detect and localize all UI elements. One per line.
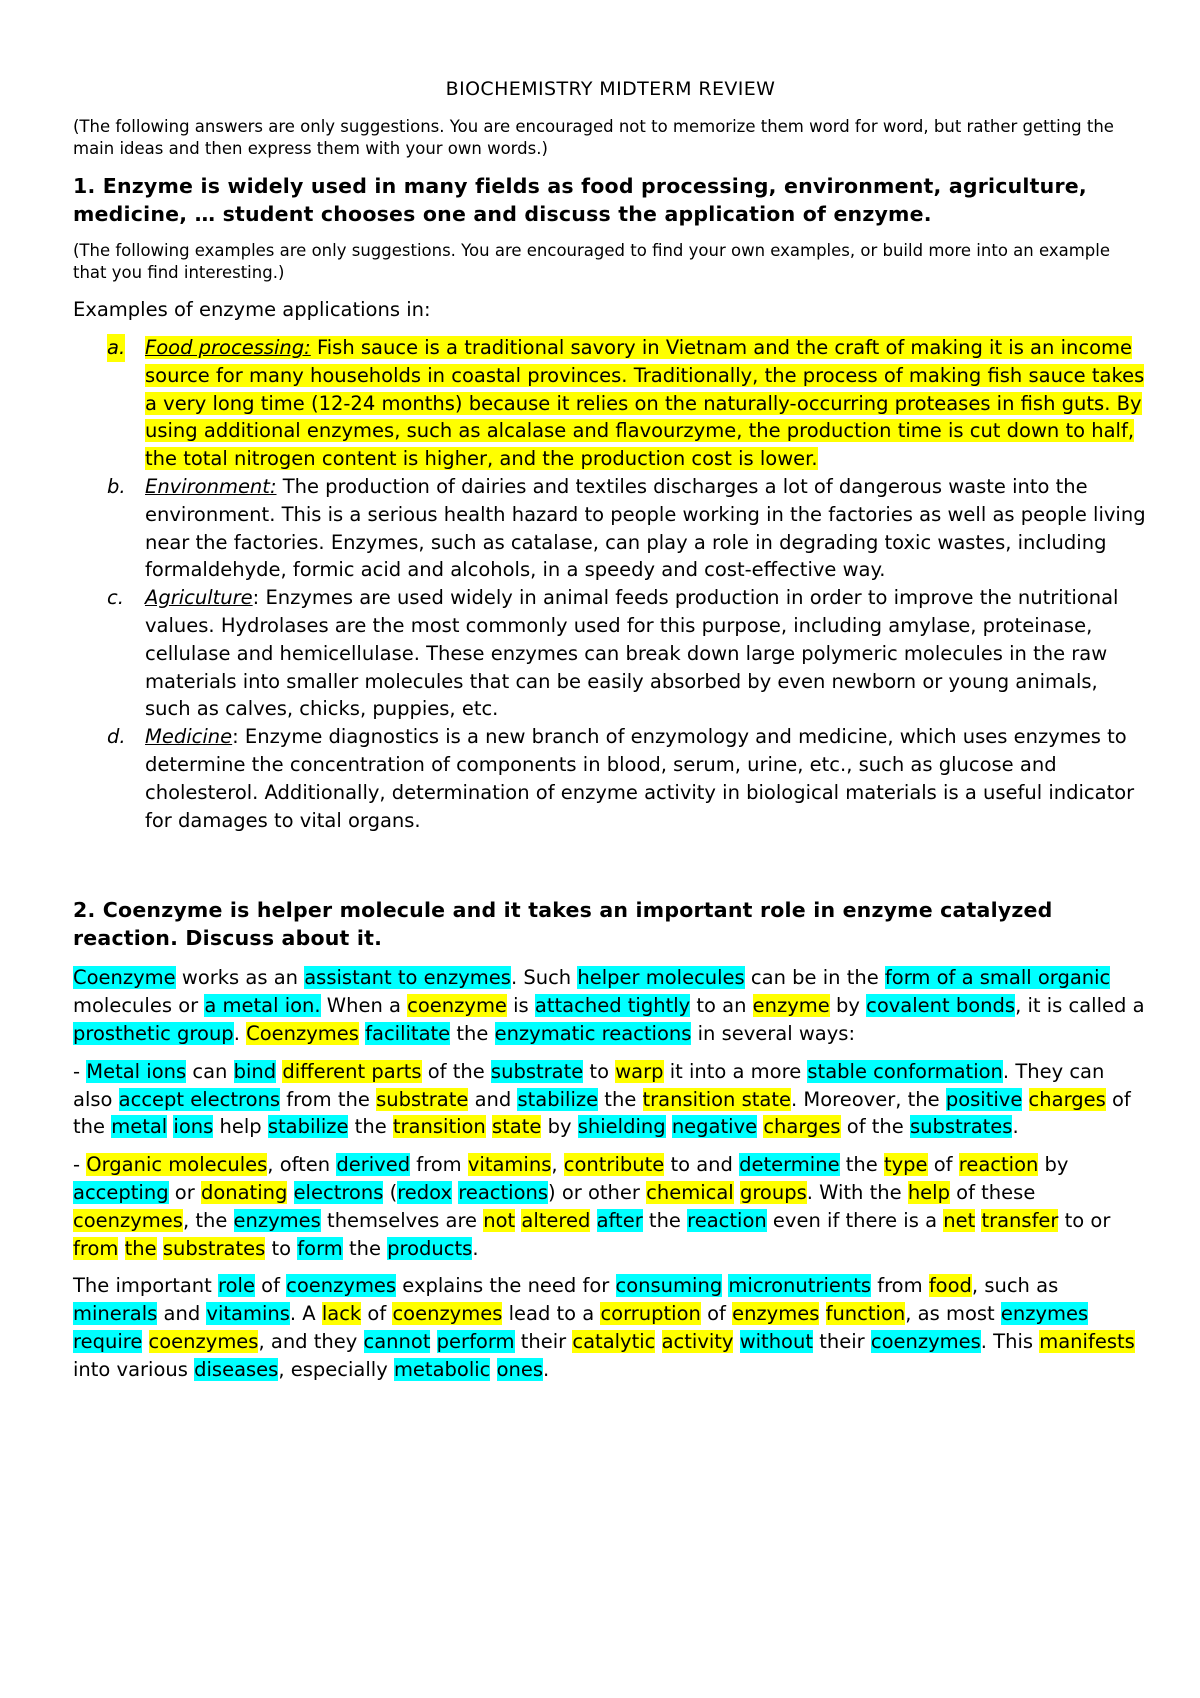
- highlight-cyan: without: [739, 1329, 813, 1353]
- item-keyword: Food processing:: [145, 336, 311, 359]
- text-run: . This: [980, 1329, 1040, 1353]
- highlight-yellow: manifests: [1039, 1329, 1135, 1353]
- text-run: by: [1038, 1153, 1069, 1177]
- question-2-heading: 2. Coenzyme is helper molecule and it takes an important role in enzyme catalyzed reaction. Discuss about it.: [73, 898, 1053, 951]
- text-run: of the: [840, 1115, 910, 1139]
- highlight-cyan: derived: [336, 1153, 411, 1177]
- text-run: , the: [182, 1208, 234, 1232]
- item-keyword: Agriculture: [145, 586, 253, 610]
- highlight-yellow: catalytic: [572, 1329, 656, 1353]
- highlight-cyan: a metal ion.: [204, 994, 321, 1018]
- application-list: [73, 334, 1148, 834]
- text-run: , and they: [258, 1329, 364, 1353]
- text-run: ) or other: [548, 1180, 647, 1204]
- list-marker: d.: [107, 725, 126, 749]
- highlight-yellow: food: [928, 1274, 972, 1298]
- text-run: . They can also: [73, 1059, 1105, 1111]
- text-run: . Such: [510, 966, 578, 990]
- text-run: of the: [73, 1087, 1131, 1139]
- item-text: The production of dairies and textiles discharges a lot of dangerous waste into the environment. This is a serious health hazard to people working in the factories as well as people living near the factories. Enzymes, such as catalase, can play a role in degrading toxic wastes, including formaldehyde, formic acid and alcohols, in a speedy and cost-effective way.: [145, 474, 1146, 582]
- highlight-cyan: enzymes: [1000, 1302, 1089, 1326]
- highlight-cyan: coenzymes: [286, 1274, 397, 1298]
- question-1-heading: 1. Enzyme is widely used in many fields as food processing, environment, agriculture, medicine, … student chooses one and discuss the application of enzyme.: [73, 174, 1087, 226]
- highlight-yellow: help: [907, 1180, 950, 1204]
- text-run: of the: [421, 1059, 491, 1083]
- text-run: the: [598, 1087, 643, 1111]
- text-run: the: [348, 1115, 393, 1139]
- text-run: explains the need for: [396, 1274, 616, 1298]
- highlight-cyan: bind: [233, 1059, 277, 1083]
- text-run: is: [506, 994, 535, 1018]
- text-run: , it is called a: [1015, 994, 1145, 1018]
- text-run: [430, 1330, 436, 1353]
- highlight-yellow: reaction: [958, 1153, 1039, 1177]
- text-run: [1022, 1088, 1028, 1111]
- highlight-yellow: type: [883, 1153, 928, 1177]
- highlight-yellow: warp: [615, 1059, 664, 1083]
- highlight-cyan: facilitate: [365, 1021, 451, 1045]
- highlight-cyan: ions: [173, 1115, 214, 1139]
- text-run: [590, 1209, 596, 1232]
- highlight-cyan: attached tightly: [534, 994, 691, 1018]
- text-run: to: [583, 1059, 616, 1083]
- list-marker: c.: [107, 586, 124, 610]
- text-run: to: [265, 1236, 298, 1260]
- text-run: .: [472, 1236, 479, 1260]
- highlight-cyan: form of a small organic: [884, 966, 1111, 990]
- item-text: : Enzymes are used widely in animal feeds production in order to improve the nutritional values. Hydrolases are the most commonly used for this purpose, including amylase, proteinase, cellulase and hemicellulase. These enzymes can break down large polymeric molecules in the raw materials into smaller molecules that can be easily absorbed by even newborn or young animals, such as calves, chicks, puppies, etc.: [145, 586, 1119, 721]
- highlight-cyan: role: [218, 1274, 255, 1298]
- text-run: and: [157, 1302, 207, 1326]
- intro-note: (The following answers are only suggestions. You are encouraged not to memorize them word for word, but rather getting the main ideas and then express them with your own words.): [73, 117, 1114, 158]
- text-run: the: [839, 1153, 884, 1177]
- highlight-cyan: accept electrons: [118, 1087, 281, 1111]
- text-run: to an: [690, 994, 753, 1018]
- highlight-cyan: covalent bonds: [866, 994, 1016, 1018]
- text-run: , often: [267, 1153, 337, 1177]
- coenzyme-paragraph: [73, 964, 1148, 1047]
- text-run: , as most: [905, 1302, 1001, 1326]
- highlight-cyan: assistant to enzymes: [304, 966, 511, 990]
- highlight-yellow: charges: [1028, 1087, 1106, 1111]
- text-run: their: [514, 1329, 573, 1353]
- text-run: [734, 1181, 740, 1204]
- metal-ions-paragraph: [73, 1058, 1148, 1141]
- text-run: [118, 1237, 124, 1260]
- item-text: Fish sauce is a traditional savory in Vietnam and the craft of making it is an income source for many households in coastal provinces. Traditionally, the process of making fish sauce takes a very long time (12-24 months) because it relies on the naturally-occurring proteases in fish guts. By using additional enzymes, such as alcalase and flavourzyme, the production time is cut down to half, the total nitrogen content is higher, and the production cost is lower.: [145, 336, 1145, 471]
- highlight-yellow: different parts: [282, 1059, 422, 1083]
- text-run: [287, 1181, 293, 1204]
- item-keyword: Environment:: [145, 474, 277, 498]
- text-run: the: [342, 1236, 388, 1260]
- highlight-cyan: prosthetic group: [73, 1021, 234, 1045]
- highlight-yellow: coenzymes: [148, 1329, 259, 1353]
- text-run: help: [213, 1115, 268, 1139]
- highlight-cyan: enzymatic reactions: [494, 1021, 692, 1045]
- text-run: of: [927, 1153, 959, 1177]
- text-run: of: [700, 1302, 733, 1326]
- highlight-yellow: transition state: [642, 1087, 792, 1111]
- text-run: can be in the: [744, 966, 885, 990]
- text-run: even if there is a: [766, 1208, 944, 1232]
- highlight-cyan: micronutrients: [728, 1274, 872, 1298]
- text-run: . Moreover, the: [791, 1087, 946, 1111]
- text-run: The important: [73, 1274, 219, 1298]
- highlight-cyan: stabilize: [267, 1115, 349, 1139]
- highlight-cyan: products: [387, 1236, 473, 1260]
- highlight-yellow: transition: [392, 1115, 486, 1139]
- highlight-cyan: stabilize: [517, 1087, 599, 1111]
- highlight-cyan: enzymes: [233, 1208, 321, 1232]
- highlight-cyan: shielding: [577, 1115, 666, 1139]
- highlight-yellow: substrates: [162, 1236, 266, 1260]
- text-run: . With the: [806, 1180, 908, 1204]
- highlight-cyan: Coenzyme: [73, 966, 176, 990]
- highlight-cyan: determine: [739, 1153, 840, 1177]
- highlight-cyan: metabolic: [393, 1357, 491, 1381]
- text-run: [655, 1330, 661, 1353]
- text-run: it into a more: [663, 1059, 808, 1083]
- highlight-cyan: require: [73, 1329, 143, 1353]
- highlight-yellow: lack: [321, 1302, 362, 1326]
- text-run: by: [541, 1115, 578, 1139]
- highlight-cyan: ones: [496, 1357, 544, 1381]
- highlight-cyan: metal: [111, 1115, 168, 1139]
- list-marker: a.: [107, 334, 125, 362]
- text-run: . A: [289, 1302, 322, 1326]
- highlight-cyan: stable conformation: [807, 1059, 1003, 1083]
- text-run: and: [468, 1087, 518, 1111]
- text-run: , such as: [971, 1274, 1059, 1298]
- highlight-yellow: Coenzymes: [246, 1021, 359, 1045]
- highlight-yellow: Organic molecules: [86, 1153, 268, 1177]
- text-run: [157, 1237, 163, 1260]
- list-item-food-processing: [73, 334, 1148, 473]
- highlight-yellow: the: [124, 1236, 157, 1260]
- text-run: into various: [73, 1357, 195, 1381]
- highlight-yellow: enzymes: [732, 1302, 820, 1326]
- question-1-note: (The following examples are only suggestions. You are encouraged to find your own examples, or build more into an example that you find interesting.): [73, 241, 1110, 282]
- section-2: [73, 896, 1148, 1383]
- highlight-yellow: state: [492, 1115, 542, 1139]
- highlight-yellow: function: [825, 1302, 906, 1326]
- highlight-cyan: electrons: [293, 1180, 384, 1204]
- text-run: .: [543, 1357, 550, 1381]
- text-run: lead to a: [502, 1302, 601, 1326]
- highlight-cyan: substrates: [909, 1115, 1013, 1139]
- text-run: .: [1012, 1115, 1019, 1139]
- text-run: from: [410, 1153, 468, 1177]
- highlight-yellow: groups: [739, 1180, 807, 1204]
- highlight-cyan: Metal ions: [86, 1059, 187, 1083]
- highlight-yellow: chemical: [646, 1180, 734, 1204]
- item-text: : Enzyme diagnostics is a new branch of enzymology and medicine, which uses enzymes to determine the concentration of components in blood, serum, urine, etc., such as glucose and cholesterol. Additionally, determination of enzyme activity in biological materials is a useful indicator for damages to vital organs.: [145, 725, 1135, 832]
- document-title: BIOCHEMISTRY MIDTERM REVIEW: [445, 78, 776, 100]
- highlight-yellow: corruption: [600, 1302, 701, 1326]
- highlight-cyan: reaction: [687, 1208, 767, 1232]
- text-run: [666, 1115, 672, 1138]
- highlight-cyan: consuming: [615, 1274, 723, 1298]
- text-run: of: [254, 1274, 287, 1298]
- highlight-yellow: from: [73, 1236, 119, 1260]
- text-run: their: [813, 1329, 871, 1353]
- highlight-yellow: net: [943, 1208, 976, 1232]
- highlight-cyan: helper molecules: [577, 966, 745, 990]
- item-keyword: Medicine: [145, 725, 233, 749]
- text-run: to and: [664, 1153, 740, 1177]
- text-run: or: [168, 1180, 201, 1204]
- highlight-cyan: reactions: [458, 1180, 549, 1204]
- highlight-cyan: accepting: [73, 1180, 169, 1204]
- highlight-cyan: substrate: [490, 1059, 584, 1083]
- text-run: [142, 1330, 148, 1353]
- highlight-yellow: contribute: [563, 1153, 665, 1177]
- text-run: [490, 1358, 496, 1381]
- highlight-yellow: altered: [521, 1208, 591, 1232]
- text-run: the: [642, 1208, 688, 1232]
- highlight-cyan: after: [596, 1208, 643, 1232]
- highlight-cyan: vitamins: [206, 1302, 290, 1326]
- highlight-cyan: coenzymes: [870, 1329, 981, 1353]
- text-run: , especially: [278, 1357, 394, 1381]
- highlight-yellow: coenzyme: [407, 994, 507, 1018]
- highlight-cyan: form: [297, 1236, 343, 1260]
- highlight-cyan: positive: [945, 1087, 1023, 1111]
- text-run: (: [383, 1180, 398, 1204]
- text-run: When a: [320, 994, 408, 1018]
- text-run: .: [233, 1021, 247, 1045]
- organic-molecules-paragraph: [73, 1151, 1148, 1262]
- highlight-yellow: substrate: [376, 1087, 469, 1111]
- highlight-yellow: coenzymes: [73, 1208, 183, 1232]
- text-run: [733, 1330, 739, 1353]
- highlight-cyan: cannot: [363, 1329, 431, 1353]
- text-run: to or: [1058, 1208, 1111, 1232]
- highlight-yellow: vitamins: [467, 1153, 552, 1177]
- text-run: the: [450, 1021, 495, 1045]
- list-item-environment: [73, 473, 1148, 584]
- text-run: -: [73, 1059, 87, 1083]
- highlight-cyan: negative: [671, 1115, 758, 1139]
- text-run: molecules or: [73, 994, 205, 1018]
- document-content: [73, 76, 1148, 1394]
- text-run: -: [73, 1153, 87, 1177]
- list-item-medicine: [73, 723, 1148, 834]
- highlight-cyan: perform: [436, 1329, 515, 1353]
- highlight-yellow: transfer: [981, 1208, 1059, 1232]
- text-run: [819, 1302, 825, 1325]
- highlight-cyan: minerals: [73, 1302, 158, 1326]
- highlight-cyan: diseases: [194, 1357, 279, 1381]
- text-run: themselves are: [320, 1208, 484, 1232]
- highlight-yellow: enzyme: [752, 994, 830, 1018]
- list-item-agriculture: [73, 584, 1148, 723]
- highlight-yellow: donating: [200, 1180, 288, 1204]
- text-run: of: [361, 1302, 393, 1326]
- importance-paragraph: [73, 1272, 1148, 1383]
- question-1-intro: Examples of enzyme applications in:: [73, 298, 431, 321]
- highlight-yellow: not: [483, 1208, 516, 1232]
- text-run: of these: [949, 1180, 1036, 1204]
- text-run: from the: [280, 1087, 377, 1111]
- text-run: in several ways:: [691, 1021, 856, 1045]
- highlight-cyan: redox: [397, 1180, 453, 1204]
- text-run: can: [186, 1059, 234, 1083]
- highlight-yellow: coenzymes: [392, 1302, 503, 1326]
- list-marker: b.: [107, 474, 126, 498]
- highlight-yellow: activity: [661, 1329, 734, 1353]
- text-run: ,: [551, 1153, 564, 1177]
- highlight-yellow: charges: [763, 1115, 841, 1139]
- text-run: by: [829, 994, 867, 1018]
- text-run: works as an: [175, 966, 305, 990]
- text-run: from: [871, 1274, 929, 1298]
